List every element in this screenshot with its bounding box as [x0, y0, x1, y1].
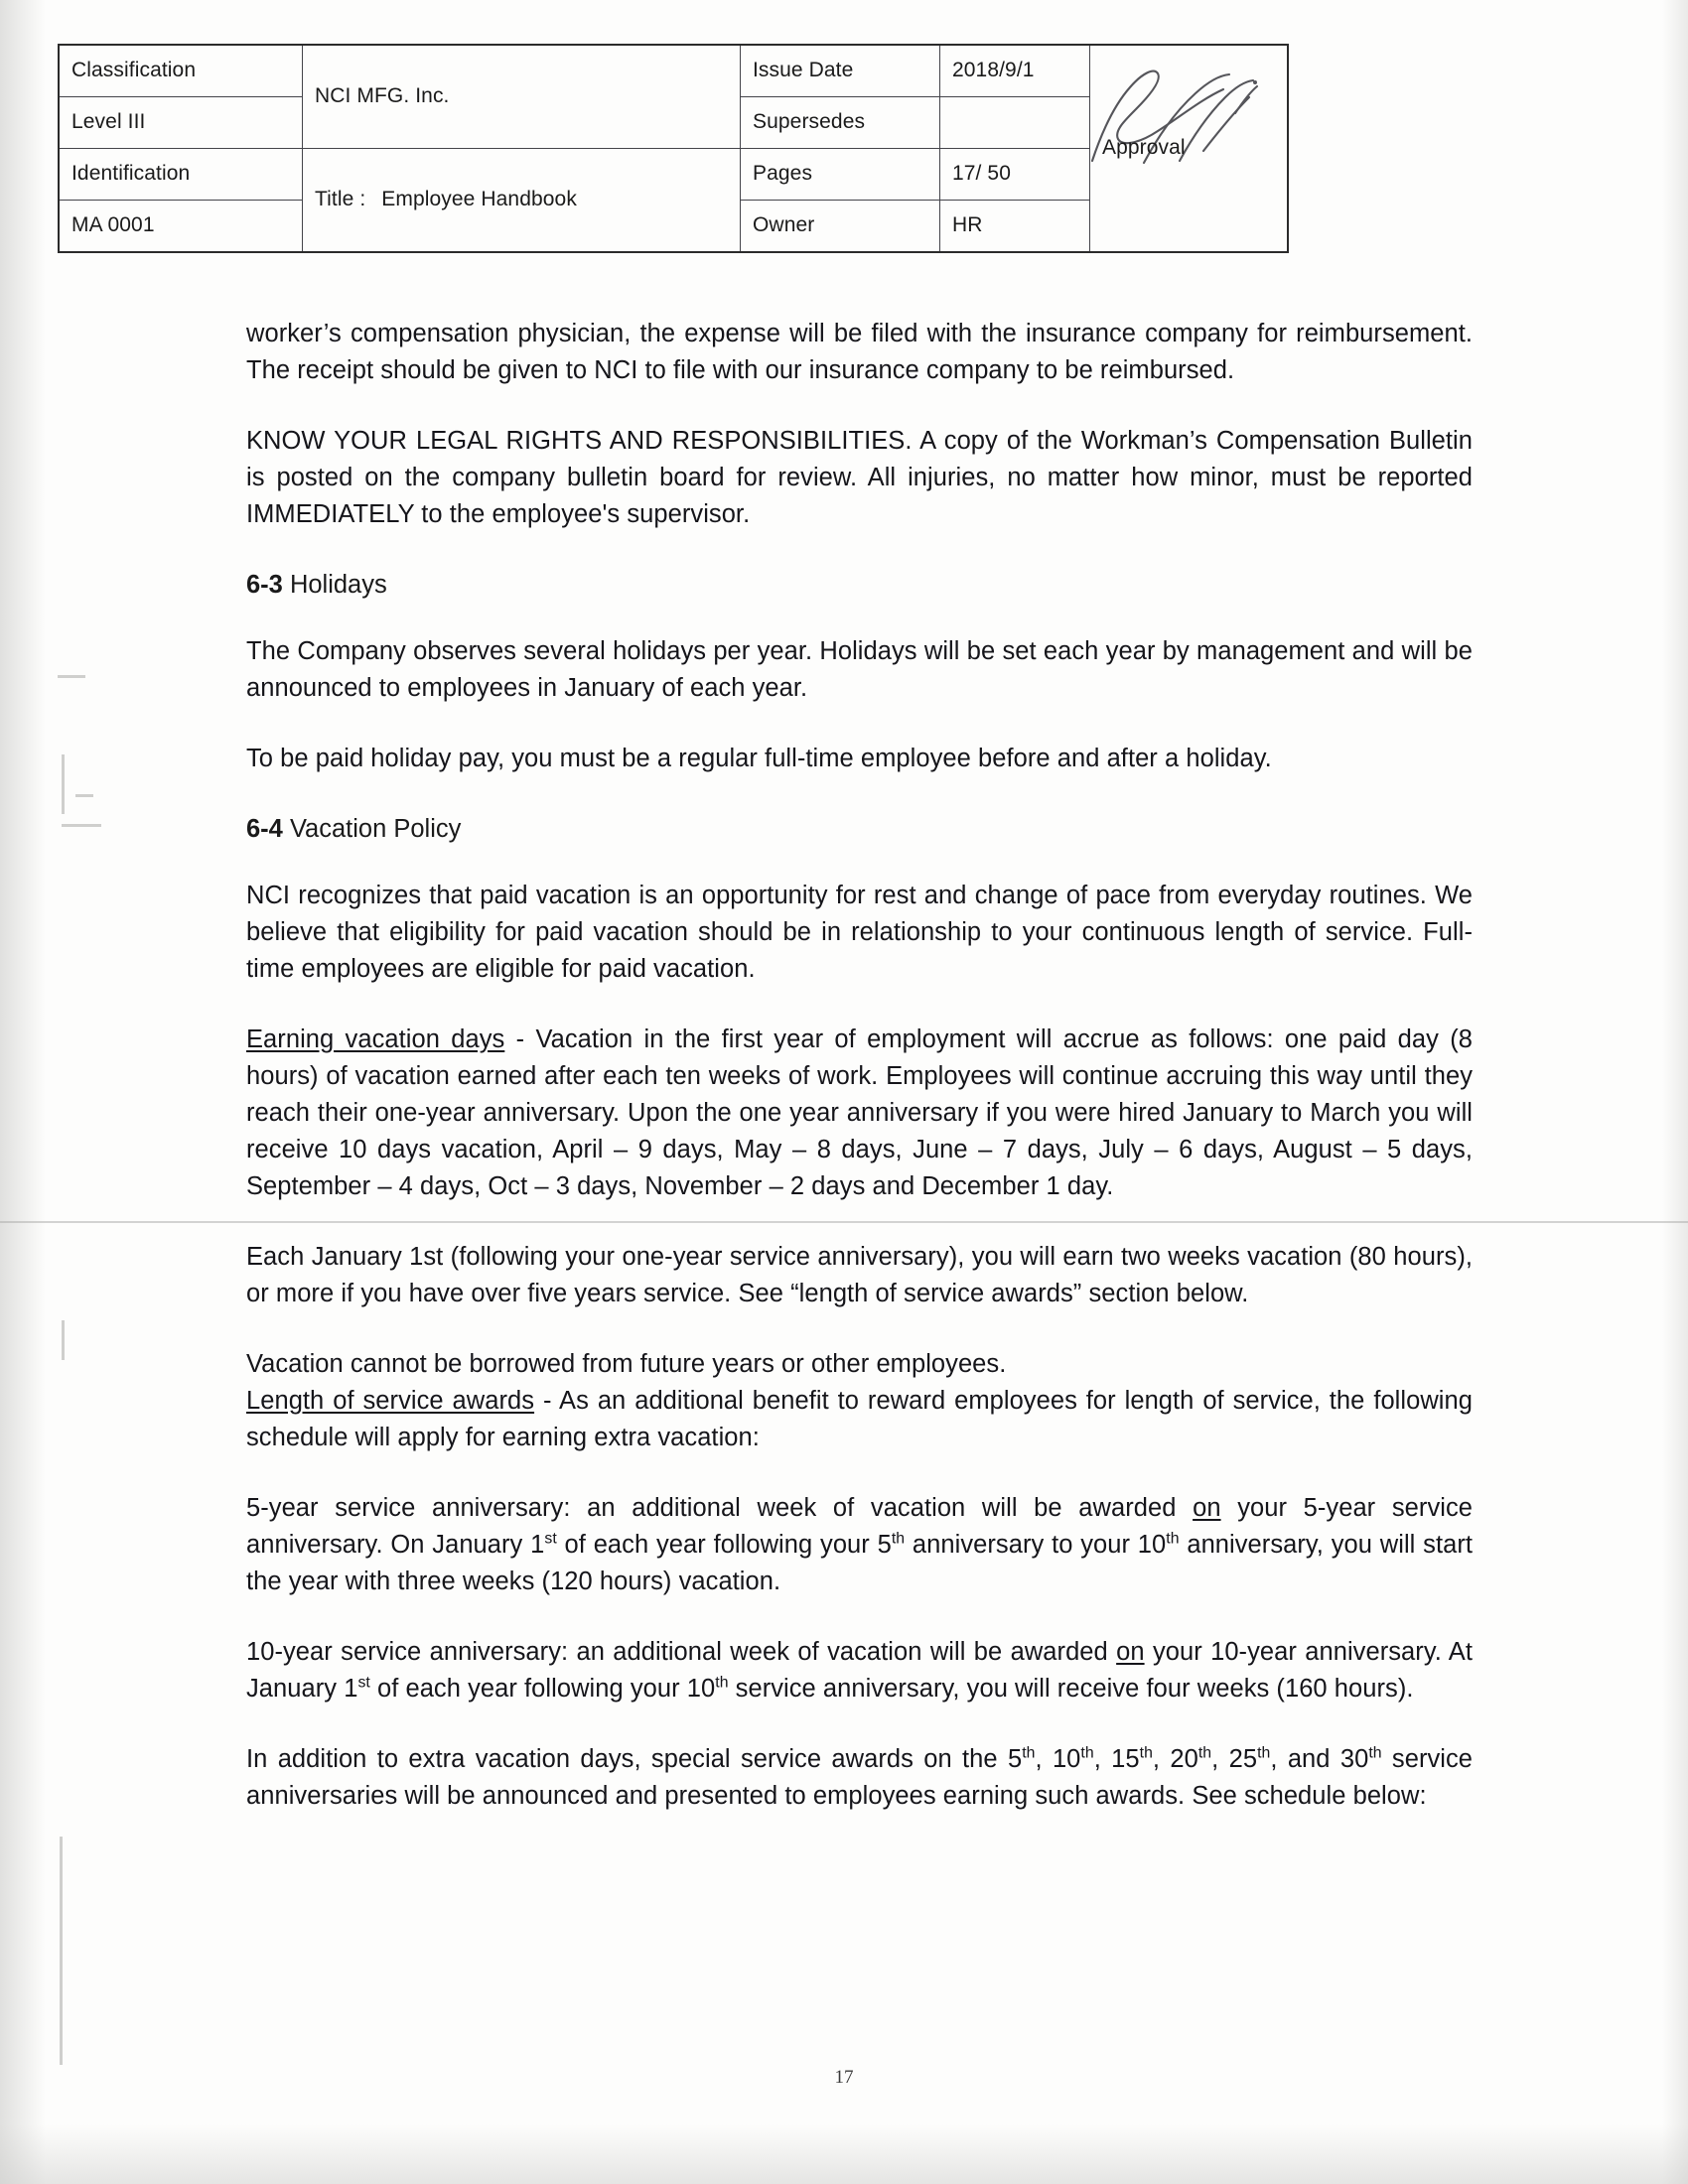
five-year-text-b: your 5-year service anniversary. On January 1	[246, 1494, 1473, 1559]
paragraph-10-year-anniversary	[246, 1634, 1473, 1707]
cell-supersedes-label: Supersedes	[741, 97, 940, 149]
approval-label: Approval	[1102, 135, 1186, 159]
earning-vacation-days-text: - Vacation in the first year of employment will accrue as follows: one paid day (8 hours) of vacation earned after each ten weeks of work. Employees will continue accruing this way until they reach their one-year anniversary. Upon the one year anniversary if you were hired January to March you will receive 10 days vacation, April – 9 days, May – 8 days, June – 7 days, July – 6 days, August – 5 days, September – 4 days, Oct – 3 days, November – 2 days and December 1 day.	[246, 1025, 1473, 1200]
scan-speck	[62, 754, 65, 814]
paragraph-january-accrual: Each January 1st (following your one-year service anniversary), you will earn two weeks vacation (80 hours), or more if you have over five years service. See “length of service awards” section below.	[246, 1243, 1473, 1307]
ten-year-sup-st: st	[357, 1674, 370, 1692]
awards-text-d: , 20	[1152, 1745, 1198, 1773]
ten-year-sup-th: th	[715, 1674, 729, 1692]
scan-edge-shadow-left	[0, 0, 46, 2184]
scan-speck	[62, 824, 101, 827]
awards-text-b: , 10	[1035, 1745, 1081, 1773]
ten-year-text-c: of each year following your 10	[369, 1675, 716, 1703]
ten-year-text-b: your 10-year anniversary. At January 1	[246, 1638, 1473, 1703]
section-heading-6-4	[246, 811, 1473, 848]
section-number-6-4: 6-4	[246, 815, 283, 843]
cell-identification-value: MA 0001	[59, 201, 303, 253]
five-year-sup-st: st	[544, 1530, 557, 1548]
length-of-service-awards-text: - As an additional benefit to reward employees for length of service, the following schedule will apply for earning extra vacation:	[246, 1387, 1473, 1451]
paragraph-legal-rights: KNOW YOUR LEGAL RIGHTS AND RESPONSIBILITIES. A copy of the Workman’s Compensation Bulletin is posted on the company bulletin board for review. All injuries, no matter how minor, must be reported IMMEDIATELY to the employee's supervisor.	[246, 427, 1473, 528]
cell-issue-date-label: Issue Date	[741, 45, 940, 97]
paragraph-workers-compensation: worker’s compensation physician, the expense will be filed with the insurance company for reimbursement. The receipt should be given to NCI to file with our insurance company to be reimbursed.	[246, 320, 1473, 384]
awards-sup-25th: th	[1257, 1744, 1271, 1762]
cell-issue-date-value: 2018/9/1	[940, 45, 1090, 97]
cell-owner-value: HR	[940, 201, 1090, 253]
awards-text-a: In addition to extra vacation days, special service awards on the 5	[246, 1745, 1023, 1773]
five-year-emphasis-on: on	[1193, 1494, 1221, 1522]
scan-speck	[58, 675, 85, 678]
awards-text-c: , 15	[1093, 1745, 1140, 1773]
paragraph-5-year-anniversary	[246, 1490, 1473, 1600]
scan-speck	[60, 1837, 63, 2065]
title-value: Employee Handbook	[381, 187, 577, 210]
scan-edge-shadow-bottom	[0, 2124, 1688, 2184]
section-number-6-3: 6-3	[246, 571, 283, 599]
paragraph-length-of-service-awards	[246, 1383, 1473, 1456]
document-control-header-table	[58, 44, 1289, 253]
awards-sup-20th: th	[1197, 1744, 1212, 1762]
five-year-text-e: anniversary, you will start the year with three weeks (120 hours) vacation.	[246, 1531, 1474, 1595]
five-year-text-d: anniversary to your 10	[905, 1531, 1167, 1559]
cell-classification-label: Classification	[59, 45, 303, 97]
cell-company-name	[303, 45, 741, 149]
section-heading-6-3	[246, 567, 1473, 604]
cell-approval	[1090, 45, 1289, 252]
cell-owner-label: Owner	[741, 201, 940, 253]
cell-identification-label: Identification	[59, 149, 303, 201]
section-title-6-3: Holidays	[282, 571, 387, 599]
awards-text-f: , and 30	[1270, 1745, 1369, 1773]
paragraph-holidays-observed: The Company observes several holidays per year. Holidays will be set each year by management and will be announced to employees in January of each year.	[246, 637, 1473, 702]
paragraph-special-service-awards	[246, 1741, 1473, 1815]
five-year-text-c: of each year following your 5	[556, 1531, 892, 1559]
earning-vacation-days-label: Earning vacation days	[246, 1025, 505, 1053]
ten-year-text-d: service anniversary, you will receive four weeks (160 hours).	[728, 1675, 1414, 1703]
paragraph-vacation-intro: NCI recognizes that paid vacation is an opportunity for rest and change of pace from everyday routines. We believe that eligibility for paid vacation should be in relationship to your continuous length of service. Full-time employees are eligible for paid vacation.	[246, 882, 1473, 983]
cell-document-title	[303, 149, 741, 253]
awards-sup-10th: th	[1080, 1744, 1094, 1762]
ten-year-text-a: 10-year service anniversary: an additional week of vacation will be awarded	[246, 1638, 1117, 1666]
table-row-classification	[59, 45, 1288, 97]
scan-speck	[75, 794, 93, 797]
cell-level-value: Level III	[59, 97, 303, 149]
cell-pages-label: Pages	[741, 149, 940, 201]
title-label: Title :	[315, 187, 366, 210]
ten-year-emphasis-on: on	[1116, 1638, 1145, 1666]
length-of-service-awards-label: Length of service awards	[246, 1387, 535, 1415]
company-name-text: NCI MFG. Inc.	[315, 83, 450, 107]
cell-supersedes-value	[940, 97, 1090, 149]
paragraph-earning-vacation-days	[246, 1022, 1473, 1205]
paragraph-holiday-pay: To be paid holiday pay, you must be a regular full-time employee before and after a holiday.	[246, 745, 1272, 772]
scan-speck	[62, 1320, 65, 1360]
awards-sup-15th: th	[1139, 1744, 1153, 1762]
five-year-text-a: 5-year service anniversary: an additional week of vacation will be awarded	[246, 1494, 1194, 1522]
five-year-sup-th-2: th	[1166, 1530, 1180, 1548]
awards-text-g: service anniversaries will be announced and presented to employees earning such awards. See schedule below:	[246, 1745, 1474, 1810]
five-year-sup-th-1: th	[891, 1530, 906, 1548]
scan-edge-shadow-right	[1662, 0, 1688, 2184]
awards-sup-5th: th	[1022, 1744, 1036, 1762]
cell-pages-value: 17/ 50	[940, 149, 1090, 201]
paragraph-vacation-not-borrowed: Vacation cannot be borrowed from future years or other employees.	[246, 1350, 1007, 1378]
page-number: 17	[834, 2067, 854, 2088]
awards-text-e: , 25	[1211, 1745, 1258, 1773]
document-body	[246, 316, 1473, 1848]
section-title-6-4: Vacation Policy	[282, 815, 462, 843]
awards-sup-30th: th	[1368, 1744, 1382, 1762]
